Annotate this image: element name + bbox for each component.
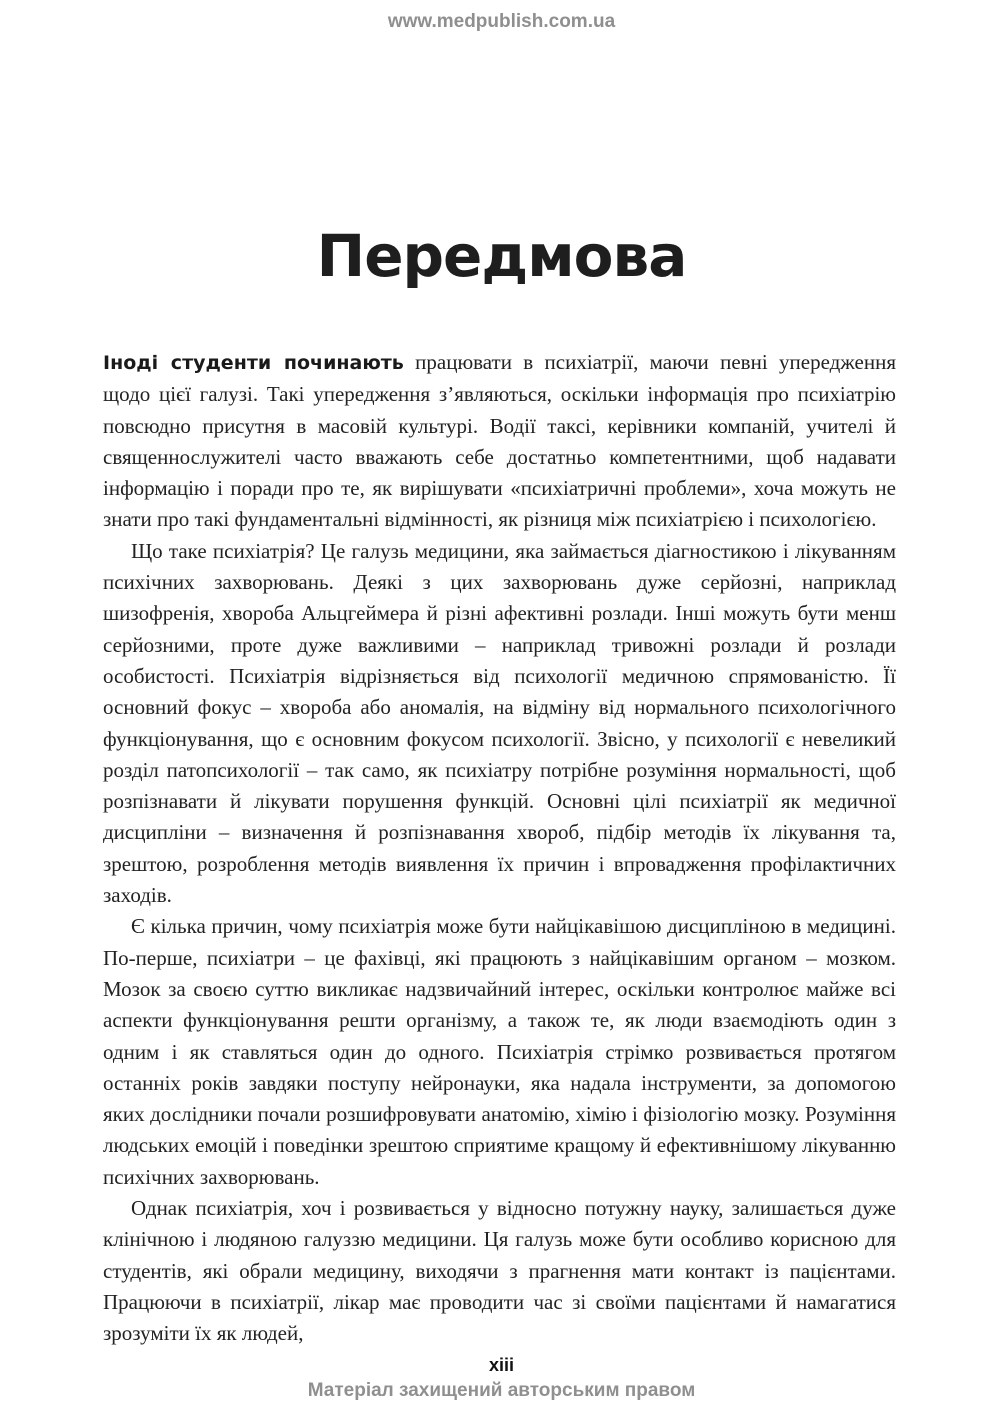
- page-title: Передмова: [316, 222, 687, 290]
- paragraph-1-text: працювати в психіатрії, маючи певні упередження щодо цієї галузі. Такі упередження з’являються, оскільки інформація про психіатрію повсюдно присутня в масовій культурі. Водії таксі, керівники компаній, учителі й священнослужителі часто вважають себе достатньо компетентними, щоб надавати інформацію і поради про те, як вирішувати «психіатричні проблеми», хоча можуть не знати про такі фундаментальні відмінності, як різниця між психіатрією і психологією.: [103, 350, 896, 532]
- paragraph-2: Що таке психіатрія? Це галузь медицини, яка займається діагностикою і лікуванням психічних захворювань. Деякі з цих захворювань дуже серйозні, наприклад шизофренія, хвороба Альцгеймера й різні афективні розлади. Інші можуть бути менш серйозними, проте дуже важливими – наприклад тривожні розлади й розлади особистості. Психіатрія відрізняється від психології медичною спрямованістю. Її основний фокус – хвороба або аномалія, на відміну від нормального психологічного функціонування, що є основним фокусом психології. Звісно, у психології є невеликий розділ патопсихології – так само, як психіатру потрібне розуміння нормальності, щоб розпізнавати й лікувати порушення функцій. Основні цілі психіатрії як медичної дисципліни – визначення й розпізнавання хвороб, підбір методів їх лікування та, зрештою, розроблення методів виявлення їх причин і впровадження профілактичних заходів.: [103, 538, 896, 908]
- paragraph-lead-in: Іноді студенти починають: [103, 352, 404, 374]
- paragraph-4: Однак психіатрія, хоч і розвивається у відносно потужну науку, залишається дуже клінічною і людяною галуззю медицини. Ця галузь може бути особливо корисною для студентів, які обрали медицину, виходячи з прагнення мати контакт із пацієнтами. Працюючи в психіатрії, лікар має проводити час зі своїми пацієнтами й намагатися зрозуміти їх як людей,: [103, 1196, 896, 1346]
- header-url: www.medpublish.com.ua: [387, 11, 616, 32]
- paragraph-1: [103, 347, 896, 536]
- body-text: [103, 347, 896, 1350]
- page-number: xiii: [488, 1355, 514, 1375]
- copyright-notice: Матеріал захищений авторським правом: [307, 1380, 696, 1401]
- paragraph-3: Є кілька причин, чому психіатрія може бути найцікавішою дисципліною в медицині. По-перше, психіатри – це фахівці, які працюють з найцікавішим органом – мозком. Мозок за своєю суттю викликає надзвичайний інтерес, оскільки контролює майже всі аспекти функціонування решти організму, а також те, як люди взаємодіють один з одним і як ставляться один до одного. Психіатрія стрімко розвивається протягом останніх років завдяки поступу нейронауки, яка надала інструменти, за допомогою яких дослідники почали розшифровувати анатомію, хімію і фізіологію мозку. Розуміння людських емоцій і поведінки зрештою сприятиме кращому й ефективнішому лікуванню психічних захворювань.: [103, 914, 896, 1189]
